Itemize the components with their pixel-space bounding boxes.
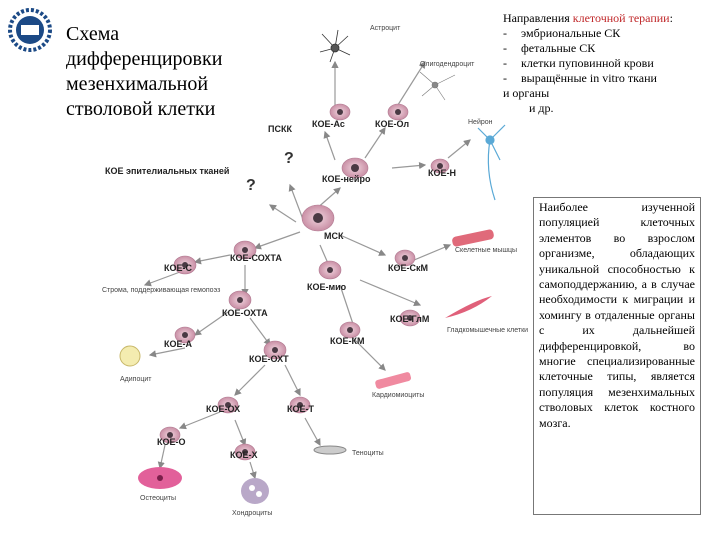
direction-item: - эмбриональные СК <box>503 26 621 40</box>
koe-mio-label: КОЕ-мио <box>307 282 347 292</box>
koe-ol-label: КОЕ-Ол <box>375 119 410 129</box>
koe-n-label: КОЕ-Н <box>428 168 456 178</box>
chondrocyte-image <box>241 478 269 504</box>
osteocyte-image <box>138 467 182 489</box>
msc-label: МСК <box>324 231 344 241</box>
astrocyte-caption: Астроцит <box>370 25 401 32</box>
direction-item: - фетальные СК <box>503 41 596 55</box>
adipocyte-image <box>120 346 140 366</box>
pskk-label: ПСКК <box>268 124 292 134</box>
oligodendrocyte-caption: Олигодендроцит <box>420 61 475 68</box>
koe-as-label: КОЕ-Ас <box>312 119 345 129</box>
adipocyte-caption: Адипоцит <box>120 376 152 383</box>
koe-x-label: КОЕ-Х <box>230 450 258 460</box>
koe-t-label: КОЕ-Т <box>287 404 314 414</box>
astrocyte-image <box>320 30 350 62</box>
koe-ox-label: КОЕ-ОХ <box>206 404 241 414</box>
question-mark: ? <box>284 150 294 167</box>
msc-info-box: Наиболее изученной популяцией клеточных элементов во взрослом организме, обладающих уникальной способностью к самоподдержанию, а в случае необходимости к миграции и хомингу в отдаленные органы с их дальнейшей дифференцировкой, во многие специализированные клеточные типы, является популяция мезенхимальных стволовых клеток костного мозга. <box>533 197 701 515</box>
stroma-caption: Строма, поддерживающая гемопоэз <box>102 287 221 294</box>
cardio-image <box>375 371 412 389</box>
direction-line6: и др. <box>529 101 554 115</box>
page-title: Схема дифференцировки мезенхимальной стволовой клетки <box>66 23 223 120</box>
direction-item: - клетки пуповинной крови <box>503 56 654 70</box>
koe-a-label: КОЕ-А <box>164 339 192 349</box>
koe-sokhta-label: КОЕ-СОХТА <box>230 253 282 263</box>
smooth-image <box>445 296 492 318</box>
koe-skm-label: КОЕ-СкМ <box>388 263 428 273</box>
koe-neuro-label: КОЕ-нейро <box>322 174 371 184</box>
tenocytes-caption: Теноциты <box>352 450 384 457</box>
neuron-image <box>478 125 505 200</box>
osteocytes-caption: Остеоциты <box>140 495 177 502</box>
skeletal-caption: Скелетные мышцы <box>455 247 518 254</box>
koe-epith-label: КОЕ эпителиальных тканей <box>105 166 230 176</box>
koe-glm-label: КОЕ-ГлМ <box>390 314 430 324</box>
oligodendrocyte-image <box>420 72 455 100</box>
neuron-caption: Нейрон <box>468 119 493 126</box>
directions-heading: Направления клеточной терапии: <box>503 11 673 25</box>
therapy-directions <box>503 11 718 116</box>
skeletal-image <box>451 229 494 248</box>
directions-highlight: клеточной терапии <box>572 11 670 25</box>
question-mark: ? <box>246 177 256 194</box>
koe-okht-label: КОЕ-ОХТ <box>249 354 289 364</box>
koe-o-label: КОЕ-О <box>157 437 186 447</box>
chondrocytes-caption: Хондроциты <box>232 510 273 517</box>
direction-line5: и органы <box>503 86 550 100</box>
smooth-caption: Гладкомышечные клетки <box>447 327 529 334</box>
cardio-caption: Кардиомиоциты <box>372 392 425 399</box>
tenocyte-image <box>314 446 346 454</box>
koe-km-label: КОЕ-КМ <box>330 336 365 346</box>
koe-okhta-label: КОЕ-ОХТА <box>222 308 268 318</box>
direction-item: - выращённые in vitro ткани <box>503 71 657 85</box>
koe-s-label: КОЕ-С <box>164 263 192 273</box>
